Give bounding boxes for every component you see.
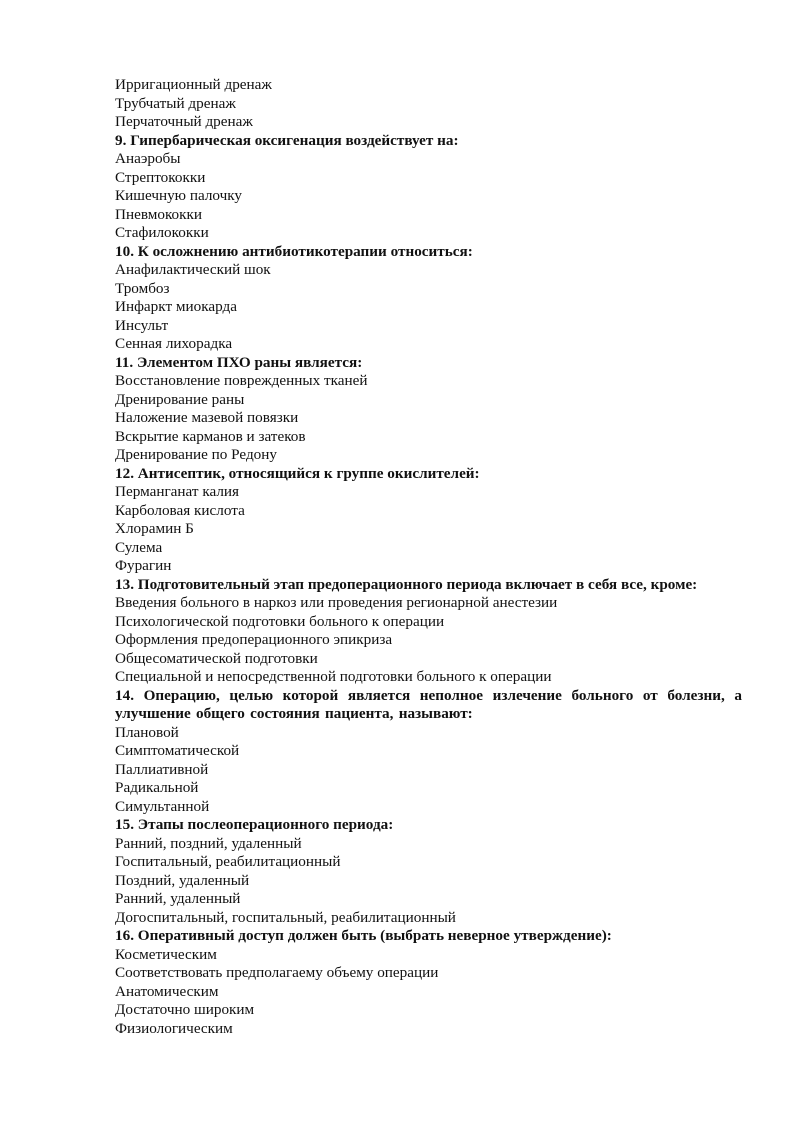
answer-option: Достаточно широким [115,1001,255,1018]
answer-option: Пневмококки [115,205,203,223]
answer-option: Вскрытие карманов и затеков [115,427,306,445]
answer-option: Хлорамин Б [115,520,194,537]
answer-option: Ирригационный дренаж [115,76,272,93]
answer-option: Инфаркт миокарда [115,298,237,315]
answer-option: Догоспитальный, госпитальный, реабилитационный [115,908,456,926]
answer-option: Восстановление поврежденных тканей [115,372,368,389]
answer-option: Стафилококки [115,224,209,241]
answer-option: Кишечную палочку [115,187,242,204]
answer-option: Госпитальный, реабилитационный [115,853,341,870]
answer-option: Стрептококки [115,168,206,186]
answer-option: Оформления предоперационного эпикриза [115,631,393,648]
question-heading: 11. Элементом ПХО раны является: [115,353,363,371]
answer-option: Перчаточный дренаж [115,113,253,130]
answer-option: Дренирование по Редону [115,446,277,463]
answer-option: Радикальной [115,779,199,796]
answer-option: Фурагин [115,557,172,574]
answer-option: Ранний, поздний, удаленный [115,834,302,852]
question-heading: 15. Этапы послеоперационного периода: [115,816,394,833]
answer-option: Перманганат калия [115,483,240,500]
answer-option: Тромбоз [115,279,170,297]
answer-option: Плановой [115,723,179,741]
answer-option: Введения больного в наркоз или проведения регионарной анестезии [115,594,558,611]
question-heading: 14. Операцию, целью которой является неполное излечение больного от болезни, а улучшение общего состояния пациента, называют: [115,686,742,722]
answer-option: Специальной и непосредственной подготовки больного к операции [115,668,552,685]
answer-option: Наложение мазевой повязки [115,409,299,426]
answer-option: Инсульт [115,316,169,334]
question-heading: 9. Гипербарическая оксигенация воздействует на: [115,131,459,149]
question-heading: 13. Подготовительный этап предоперационного периода включает в себя все, кроме: [115,575,698,593]
answer-option: Симультанной [115,797,210,815]
answer-option: Симптоматической [115,742,240,759]
answer-option: Анафилактический шок [115,261,271,278]
answer-option: Соответствовать предполагаему объему операции [115,964,439,981]
answer-option: Психологической подготовки больного к операции [115,612,445,630]
answer-option: Дренирование раны [115,390,245,408]
question-heading: 16. Оперативный доступ должен быть (выбрать неверное утверждение): [115,927,612,944]
answer-option: Трубчатый дренаж [115,94,236,112]
answer-option: Анаэробы [115,150,181,167]
answer-option: Физиологическим [115,1019,233,1037]
answer-option: Сенная лихорадка [115,335,233,352]
answer-option: Карболовая кислота [115,501,245,519]
answer-option: Поздний, удаленный [115,871,250,889]
question-heading: 12. Антисептик, относящийся к группе окислителей: [115,464,480,482]
answer-option: Ранний, удаленный [115,890,241,907]
question-heading: 10. К осложнению антибиотикотерапии относиться: [115,242,473,260]
answer-option: Общесоматической подготовки [115,649,318,667]
answer-option: Сулема [115,538,163,556]
answer-option: Паллиативной [115,760,209,778]
answer-option: Анатомическим [115,982,219,1000]
answer-option: Косметическим [115,945,217,963]
